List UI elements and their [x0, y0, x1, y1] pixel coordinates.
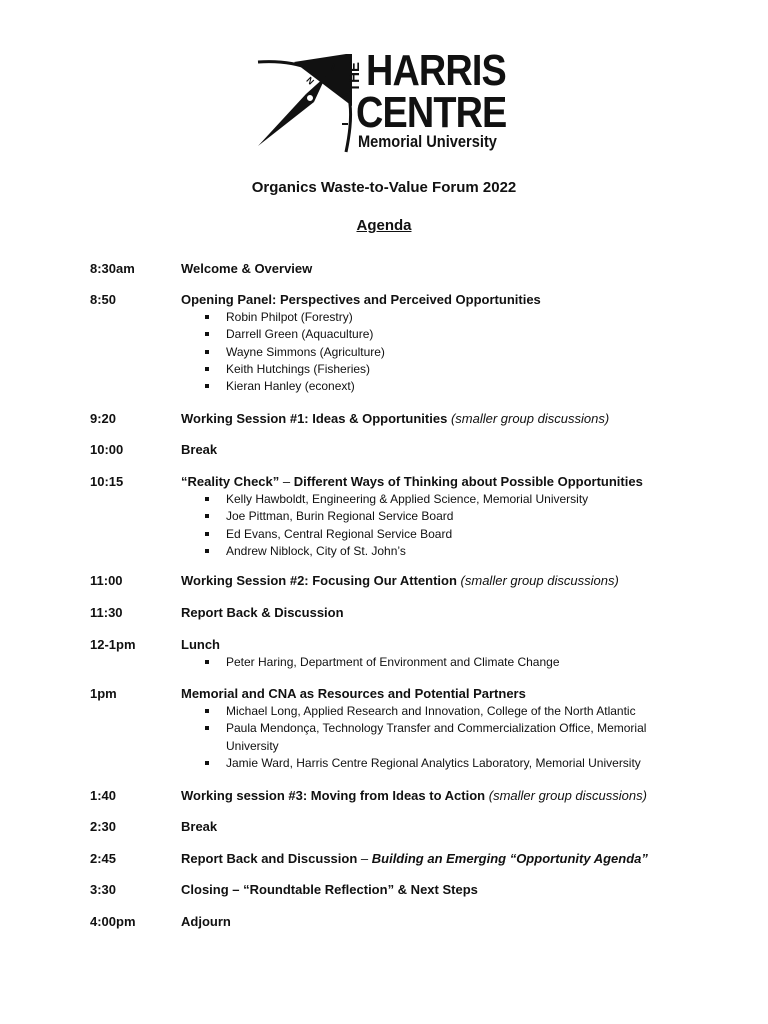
- agenda-time: 11:00: [90, 573, 123, 588]
- logo-university-text: Memorial University: [358, 132, 497, 151]
- agenda-time: 1pm: [90, 686, 117, 701]
- list-item: Darrell Green (Aquaculture): [181, 326, 671, 343]
- agenda-heading: Welcome & Overview: [181, 261, 313, 276]
- list-item: Keith Hutchings (Fisheries): [181, 361, 671, 378]
- speaker-list: [181, 309, 681, 395]
- agenda-time: 3:30: [90, 882, 117, 897]
- list-item: Kelly Hawboldt, Engineering & Applied Science, Memorial University: [181, 491, 671, 508]
- document-title: Organics Waste-to-Value Forum 2022: [251, 179, 517, 196]
- agenda-heading: Memorial and CNA as Resources and Potential Partners: [181, 686, 526, 701]
- harris-centre-logo: [254, 46, 520, 154]
- agenda-heading: Break: [181, 442, 218, 457]
- list-item: Paula Mendonça, Technology Transfer and Commercialization Office, Memorial University: [181, 720, 671, 755]
- agenda-heading: Report Back and Discussion: [181, 851, 358, 866]
- list-item: Jamie Ward, Harris Centre Regional Analytics Laboratory, Memorial University: [181, 755, 671, 772]
- svg-text:THE: THE: [346, 62, 363, 92]
- agenda-time: 9:20: [90, 411, 117, 426]
- agenda-time: 4:00pm: [90, 914, 136, 929]
- agenda-time: 1:40: [90, 788, 117, 803]
- agenda-emphasis: Building an Emerging “Opportunity Agenda”: [371, 851, 648, 866]
- agenda-heading: Report Back & Discussion: [181, 605, 344, 620]
- agenda-note: (smaller group discussions): [488, 788, 647, 803]
- list-item: Ed Evans, Central Regional Service Board: [181, 526, 671, 543]
- agenda-time: 10:00: [90, 442, 124, 457]
- compass-logo-icon: [254, 54, 354, 154]
- agenda-heading: Break: [181, 819, 218, 834]
- svg-text:N: N: [304, 74, 317, 87]
- agenda-heading: “Reality Check”: [181, 474, 280, 489]
- agenda-time: 8:50: [90, 292, 117, 307]
- agenda-heading: Opening Panel: Perspectives and Perceived Opportunities: [181, 292, 541, 307]
- agenda-time: 11:30: [90, 605, 123, 620]
- agenda-time: 2:30: [90, 819, 117, 834]
- logo-harris-text: HARRIS: [366, 46, 506, 95]
- list-item: Michael Long, Applied Research and Innovation, College of the North Atlantic: [181, 703, 671, 720]
- document-subtitle: Agenda: [356, 217, 412, 234]
- agenda-note: (smaller group discussions): [450, 411, 610, 426]
- speaker-list: [181, 703, 681, 772]
- agenda-heading: Working Session #1: Ideas & Opportunities: [181, 411, 448, 426]
- list-item: Joe Pittman, Burin Regional Service Board: [181, 508, 671, 525]
- list-item: Andrew Niblock, City of St. John’s: [181, 543, 671, 560]
- agenda-time: 12-1pm: [90, 637, 136, 652]
- agenda-heading: Lunch: [181, 637, 220, 652]
- speaker-list: [181, 654, 681, 671]
- speaker-list: [181, 491, 681, 560]
- agenda-time: 8:30am: [90, 261, 135, 276]
- logo-centre-text: CENTRE: [356, 88, 507, 137]
- agenda-heading: Working session #3: Moving from Ideas to Action: [181, 788, 486, 803]
- list-item: Wayne Simmons (Agriculture): [181, 344, 671, 361]
- agenda-heading: Working Session #2: Focusing Our Attention: [181, 573, 457, 588]
- agenda-heading: Adjourn: [181, 914, 231, 929]
- list-item: Peter Haring, Department of Environment and Climate Change: [181, 654, 671, 671]
- agenda-time: 2:45: [90, 851, 117, 866]
- list-item: Kieran Hanley (econext): [181, 378, 671, 395]
- list-item: Robin Philpot (Forestry): [181, 309, 671, 326]
- agenda-note: (smaller group discussions): [460, 573, 619, 588]
- agenda-time: 10:15: [90, 474, 124, 489]
- agenda-heading: Closing – “Roundtable Reflection” & Next Steps: [181, 882, 478, 897]
